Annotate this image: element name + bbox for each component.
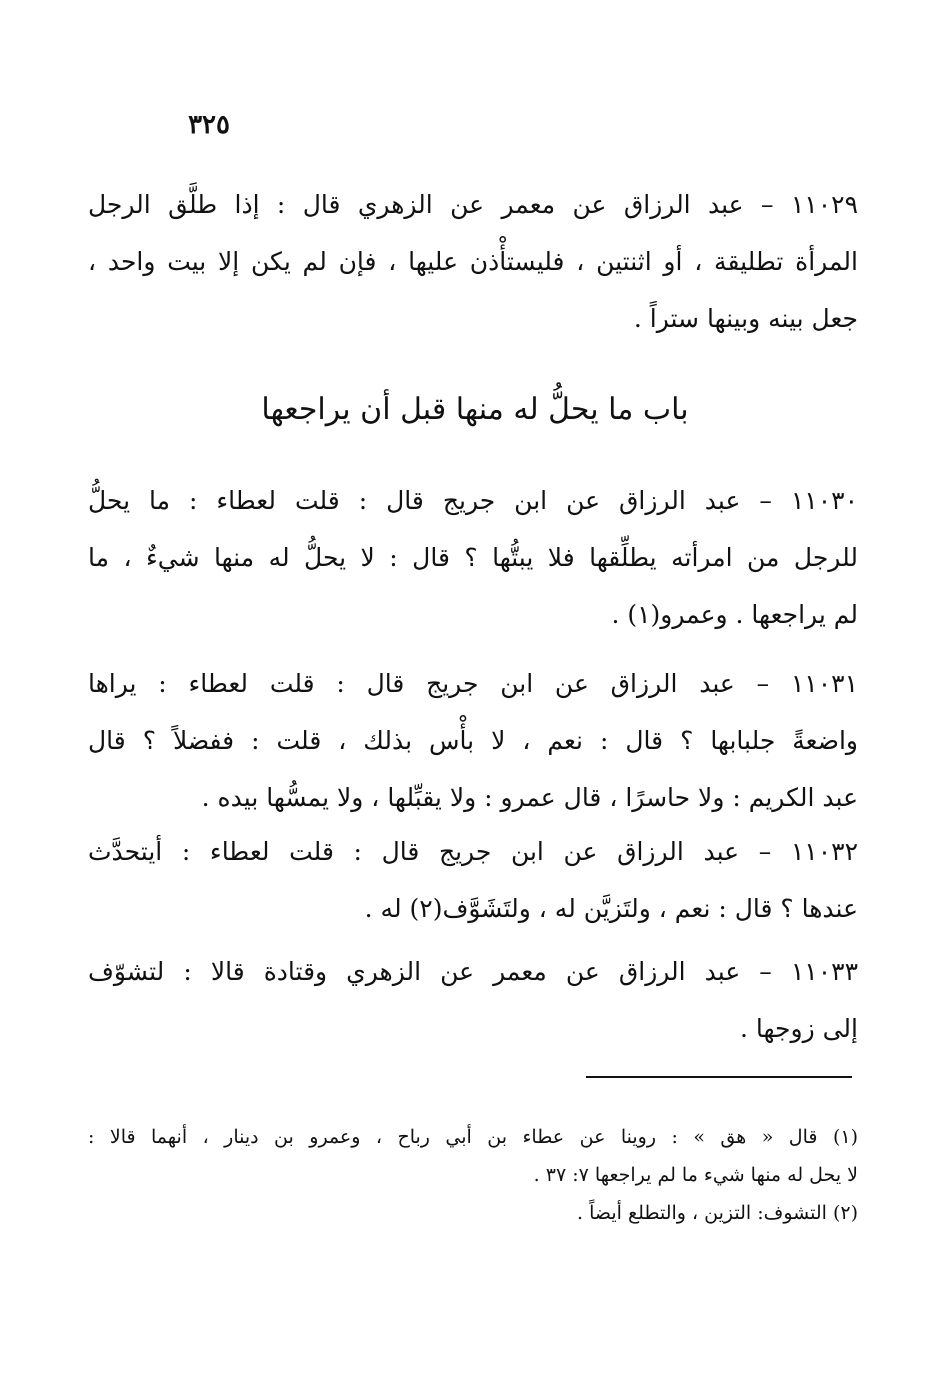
paragraph-line: ١١٠٣١ – عبد الرزاق عن ابن جريج قال : قلت لعطاء : يراها [88, 669, 858, 698]
hadith-paragraph-11032 [88, 823, 858, 937]
footnote-line: لا يحل له منها شيء ما لم يراجعها ٧: ٣٧ . [533, 1164, 858, 1186]
page-number: ٣٢٥ [188, 110, 230, 140]
footnote-line: (٢) التشوف: التزين ، والتطلع أيضاً . [577, 1202, 858, 1224]
paragraph-line: عندها ؟ قال : نعم ، ولتَزيَّن له ، ولتَشَوَّف(٢) له . [364, 894, 858, 923]
paragraph-line: ١١٠٣٢ – عبد الرزاق عن ابن جريج قال : قلت لعطاء : أيتحدَّث [88, 837, 858, 866]
chapter-heading: باب ما يحلُّ له منها قبل أن يراجعها [261, 392, 689, 427]
footnotes [88, 1118, 858, 1232]
footnote-separator [586, 1076, 852, 1078]
hadith-paragraph-11031 [88, 655, 858, 826]
paragraph-line: واضعةً جلبابها ؟ قال : نعم ، لا بأْس بذلك ، قلت : ففضلاً ؟ قال [88, 726, 858, 755]
paragraph-line: إلى زوجها . [740, 1014, 858, 1043]
hadith-paragraph-11029 [88, 176, 858, 347]
paragraph-line: المرأة تطليقة ، أو اثنتين ، فليستأْذن عليها ، فإن لم يكن إلا بيت واحد ، [88, 247, 858, 276]
paragraph-line: ١١٠٣٠ – عبد الرزاق عن ابن جريج قال : قلت لعطاء : ما يحلُّ [88, 486, 858, 515]
hadith-paragraph-11033 [88, 943, 858, 1057]
paragraph-line: جعل بينه وبينها ستراً . [633, 304, 858, 333]
paragraph-line: للرجل من امرأته يطلِّقها فلا يبتُّها ؟ قال : لا يحلُّ له منها شيءٌ ، ما [88, 543, 858, 572]
paragraph-line: ١١٠٣٣ – عبد الرزاق عن معمر عن الزهري وقتادة قالا : لتشوّف [88, 957, 858, 986]
footnote-line: (١) قال « هق » : روينا عن عطاء بن أبي رباح ، وعمرو بن دينار ، أنهما قالا : [88, 1126, 858, 1148]
paragraph-line: لم يراجعها . وعمرو(١) . [611, 600, 858, 629]
paragraph-line: عبد الكريم : ولا حاسرًا ، قال عمرو : ولا يقبِّلها ، ولا يمسُّها بيده . [201, 783, 858, 812]
paragraph-line: ١١٠٢٩ – عبد الرزاق عن معمر عن الزهري قال : إذا طلَّق الرجل [88, 190, 858, 219]
hadith-paragraph-11030 [88, 472, 858, 643]
